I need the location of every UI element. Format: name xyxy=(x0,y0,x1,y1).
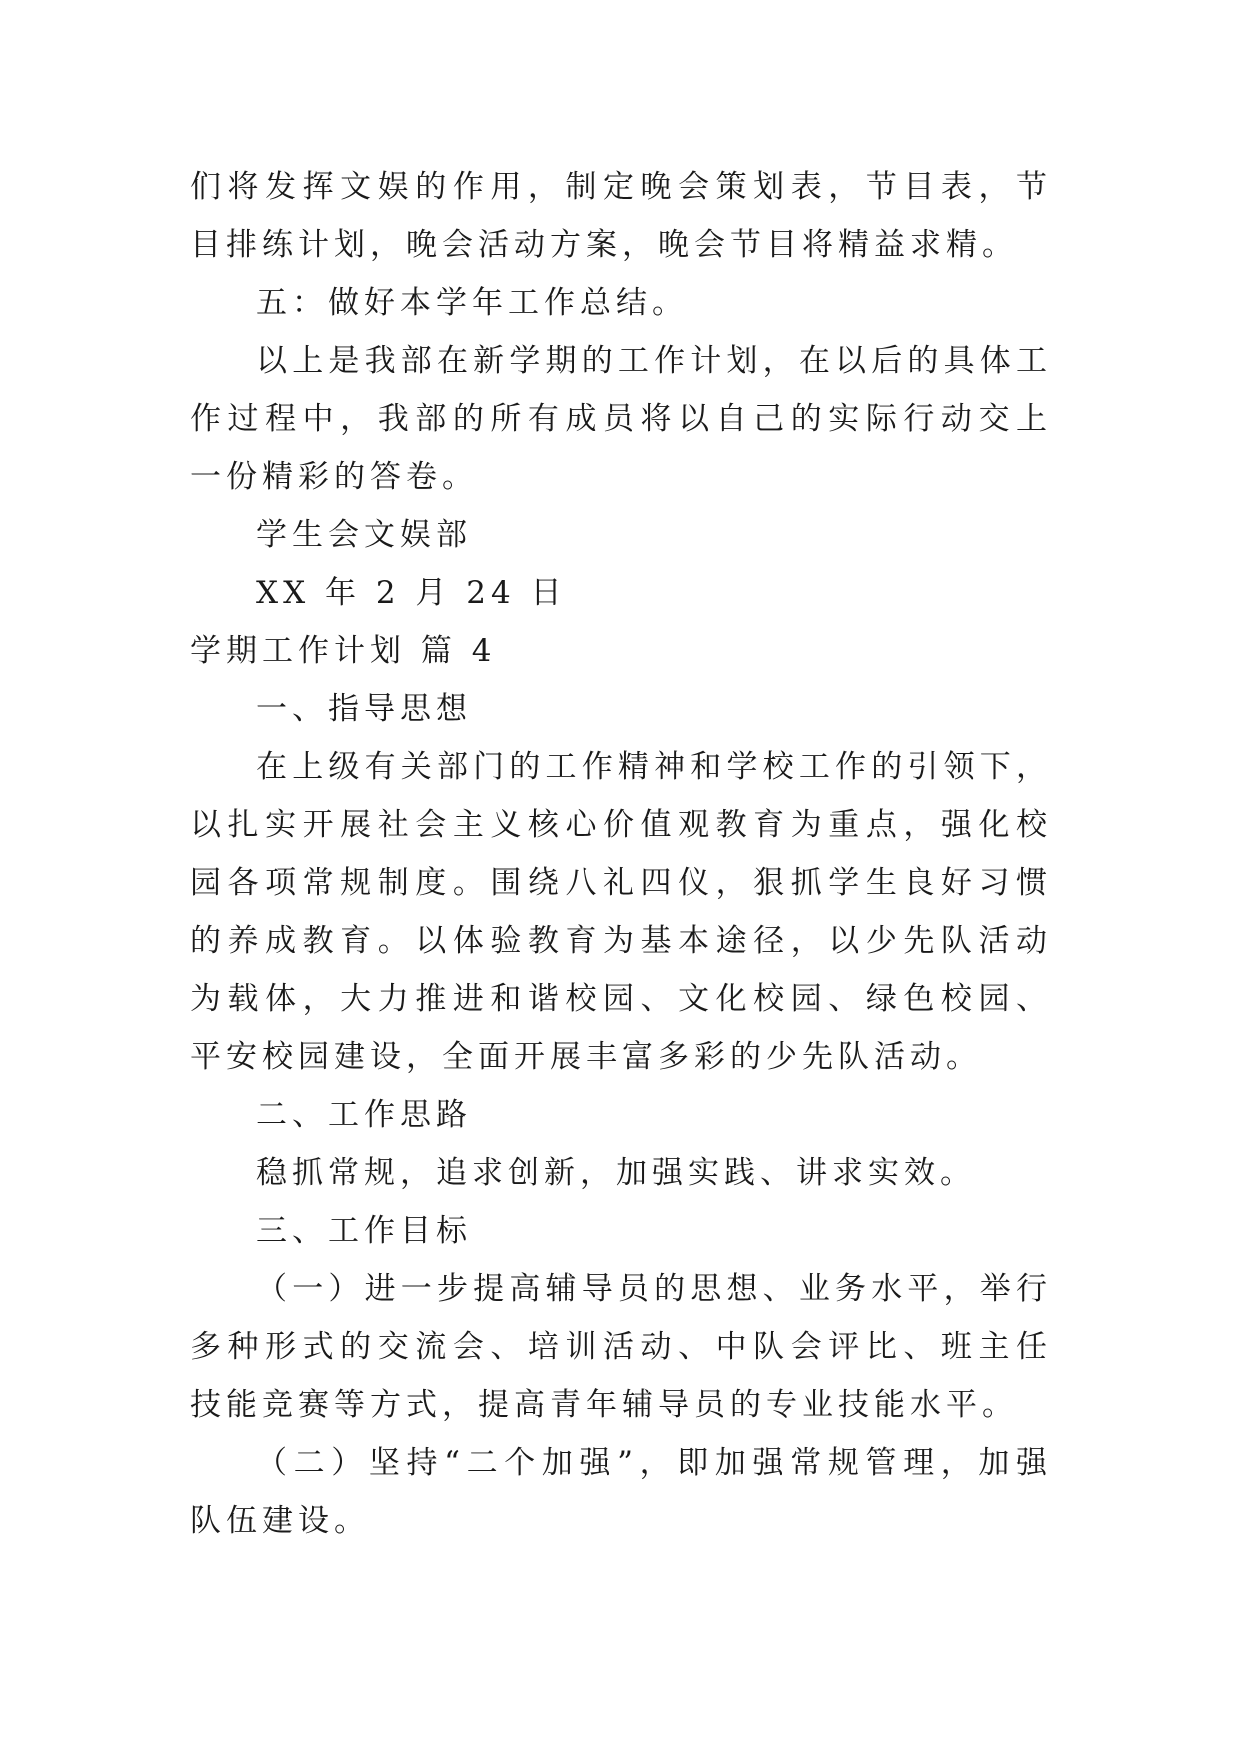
signature-date: XX 年 2 月 24 日 xyxy=(256,575,567,611)
paragraph-1: 们将发挥文娱的作用，制定晚会策划表，节目表，节目排练计划，晚会活动方案，晚会节目将精益求精。 xyxy=(190,169,1052,263)
paragraph-work-approach: 稳抓常规，追求创新，加强实践、讲求实效。 xyxy=(256,1155,976,1191)
heading-guiding-ideology: 一、指导思想 xyxy=(256,691,472,727)
heading-work-goals: 三、工作目标 xyxy=(256,1213,472,1249)
paragraph-goal-2: （二）坚持“二个加强”，即加强常规管理，加强队伍建设。 xyxy=(190,1445,1052,1539)
paragraph-goal-1: （一）进一步提高辅导员的思想、业务水平，举行多种形式的交流会、培训活动、中队会评比、班主任技能竞赛等方式，提高青年辅导员的专业技能水平。 xyxy=(190,1271,1052,1423)
signature-department: 学生会文娱部 xyxy=(256,517,472,553)
paragraph-3: 以上是我部在新学期的工作计划，在以后的具体工作过程中，我部的所有成员将以自己的实际行动交上一份精彩的答卷。 xyxy=(190,343,1052,495)
paragraph-guiding-ideology: 在上级有关部门的工作精神和学校工作的引领下，以扎实开展社会主义核心价值观教育为重点，强化校园各项常规制度。围绕八礼四仪，狠抓学生良好习惯的养成教育。以体验教育为基本途径，以少先队活动为载体，大力推进和谐校园、文化校园、绿色校园、平安校园建设，全面开展丰富多彩的少先队活动。 xyxy=(190,749,1052,1075)
heading-work-approach: 二、工作思路 xyxy=(256,1097,472,1133)
paragraph-2: 五：做好本学年工作总结。 xyxy=(256,285,688,321)
section-title: 学期工作计划 篇 4 xyxy=(190,633,497,669)
document-body xyxy=(190,158,1052,1550)
